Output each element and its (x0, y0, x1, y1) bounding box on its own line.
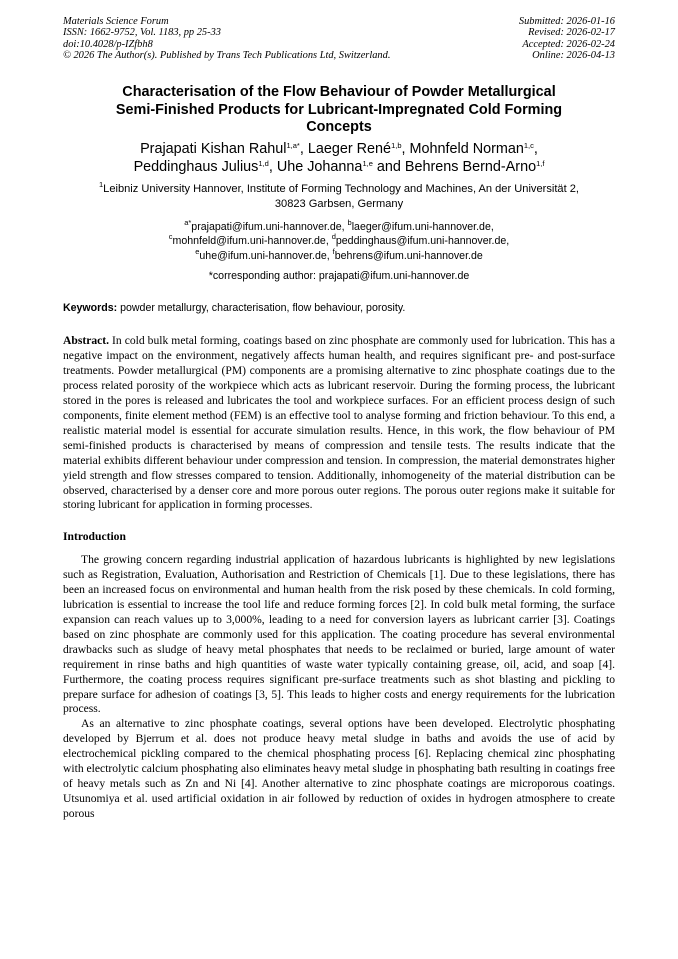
header-left (63, 16, 390, 61)
author-affil-mark: 1,c (523, 140, 534, 150)
abstract-text: In cold bulk metal forming, coatings based on zinc phosphate are commonly used for lubrication. This has a negative impact on the environment, negatively affects human health, and requires significant pre- and post-surface treatments. Powder metallurgical (PM) components are a promising alternative to zinc phosphate coatings due to the process related porosity of the workpiece which acts as lubricant reservoir. During the forming process, the lubricant stored in the pores is released and lubricates the tool and workpiece surfaces. For an efficient process design of such components, finite element method (FEM) is an effective tool to analyse forming and friction behaviour. To this end, a realistic material model is essential for accurate simulation results. Hence, in this work, the flow behaviour of PM semi-finished products is characterised by means of compression and tensile tests. The results indicate that the material exhibits different behaviour under compression and tension. In compression, the material demonstrates higher yield strength and flow stresses compared to tension. Additionally, inhomogeneity of the material distribution can be observed, characterised by a denser core and more porous outer regions. The porous outer regions make it suitable for storing lubricant for application in forming processes. (63, 334, 615, 512)
date-online: Online: 2026-04-13 (532, 49, 615, 61)
paper-title (63, 84, 615, 137)
title-line: Semi-Finished Products for Lubricant-Impregnated Cold Forming (115, 101, 563, 118)
author-separator: , (299, 140, 308, 157)
corresponding-author: *corresponding author: prajapati@ifum.uni-hannover.de (208, 270, 470, 283)
author-name: Prajapati Kishan Rahul (140, 140, 287, 157)
email-link[interactable]: peddinghaus@ifum.uni-hannover.de, (335, 235, 510, 248)
author-line (63, 140, 615, 158)
author-affil-mark: 1,b (391, 140, 402, 150)
author-separator: , (533, 140, 538, 157)
journal-name: Materials Science Forum (63, 16, 169, 27)
email-link[interactable]: prajapati@ifum.uni-hannover.de, (191, 220, 345, 233)
author-name: Mohnfeld Norman (409, 140, 524, 157)
affiliation-line (63, 179, 615, 197)
affiliation-text: Leibniz University Hannover, Institute of Forming Technology and Machines, An der Universität 2, (103, 182, 579, 195)
date-revised: Revised: 2026-02-17 (528, 27, 615, 39)
date-submitted: Submitted: 2026-01-16 (518, 16, 615, 27)
paragraph: The growing concern regarding industrial application of hazardous lubricants is highlighted by new legislations such as Registration, Evaluation, Authorisation and Restriction of Chemicals [1]. Due to these legislations, there has been an increased focus on environmental and human health from the risk posed by these chemicals. In cold forming, lubrication is essential to increase the tool life and reduce forming forces [2]. In cold bulk metal forming, the surface expansion can reach values up to 3,000%, leading to a need for conversion layers as lubricant carrier [3]. Coatings based on zinc phosphate are commonly used for this application. The coating procedure has several environmental drawbacks such as sludge of heavy metal phosphates that needs to be reclaimed or buried, large amount of water requirement in rinse baths and high quantities of waste water typically containing grease, oil, acid, and soap [4]. Furthermore, the coating process requires significant pre-surface treatments such as shot blasting and pickling to prepare surface for adhesion of coatings [3, 5]. This leads to higher costs and energy requirements for the lubrication process. (63, 553, 615, 716)
email-link[interactable]: laeger@ifum.uni-hannover.de, (351, 220, 494, 233)
title-line: Concepts (306, 119, 372, 136)
author-conjunction: and (372, 158, 405, 175)
affiliation-mark: 1 (98, 179, 104, 189)
email-line (63, 217, 615, 235)
abstract (63, 334, 615, 513)
email-line (63, 234, 615, 249)
author-list (63, 140, 615, 176)
journal-doi: doi:10.4028/p-IZfbh8 (63, 38, 153, 50)
author-name: Behrens Bernd-Arno (404, 158, 537, 175)
email-mark: e (195, 246, 200, 256)
email-mark: a* (184, 217, 192, 227)
author-name: Uhe Johanna (276, 158, 363, 175)
affiliation-line: 30823 Garbsen, Germany (274, 197, 404, 210)
title-line: Characterisation of the Flow Behaviour of Powder Metallurgical (122, 84, 556, 101)
copyright-line: © 2026 The Author(s). Published by Trans Tech Publications Ltd, Switzerland. (63, 49, 391, 61)
journal-issn: ISSN: 1662-9752, Vol. 1183, pp 25-33 (63, 27, 221, 39)
abstract-label: Abstract. (63, 334, 110, 348)
keywords-label: Keywords: (63, 302, 118, 315)
email-list (63, 217, 615, 264)
email-mark: d (331, 232, 336, 242)
email-mark: b (347, 217, 352, 227)
author-affil-mark: 1,f (536, 158, 545, 168)
author-affil-mark: 1,d (258, 158, 269, 168)
email-link[interactable]: behrens@ifum.uni-hannover.de (334, 249, 483, 262)
email-link[interactable]: uhe@ifum.uni-hannover.de, (199, 249, 330, 262)
author-name: Peddinghaus Julius (133, 158, 259, 175)
author-affil-mark: 1,a* (286, 140, 300, 150)
email-mark: c (168, 232, 173, 242)
author-separator: , (268, 158, 277, 175)
journal-header (63, 16, 615, 61)
affiliation (63, 179, 615, 212)
keywords (63, 301, 615, 315)
email-link[interactable]: mohnfeld@ifum.uni-hannover.de, (172, 235, 329, 248)
author-affil-mark: 1,e (362, 158, 373, 168)
email-line (63, 246, 615, 264)
author-separator: , (401, 140, 410, 157)
author-name: Laeger René (307, 140, 392, 157)
keywords-text: powder metallurgy, characterisation, flow behaviour, porosity. (117, 302, 406, 315)
header-right (519, 16, 615, 61)
paragraph: As an alternative to zinc phosphate coatings, several options have been developed. Electrolytic phosphating developed by Bjerrum et al. does not produce heavy metal sludge in baths and avoids the use of acid by electrochemical pickling compared to the chemical phosphating process [6]. Replacing chemical zinc phosphating with electrolytic calcium phosphating also eliminates heavy metal sludge in phosphating bath resulting in coatings free of heavy metals such as Zn and Ni [4]. Another alternative to zinc phosphate coatings are microporous coatings. Utsunomiya et al. used artificial oxidation in air followed by reduction of oxides in hydrogen atmosphere to create porous (63, 717, 615, 820)
author-line (63, 158, 615, 176)
date-accepted: Accepted: 2026-02-24 (522, 38, 615, 50)
email-mark: f (332, 246, 335, 256)
section-heading-introduction: Introduction (63, 530, 126, 544)
